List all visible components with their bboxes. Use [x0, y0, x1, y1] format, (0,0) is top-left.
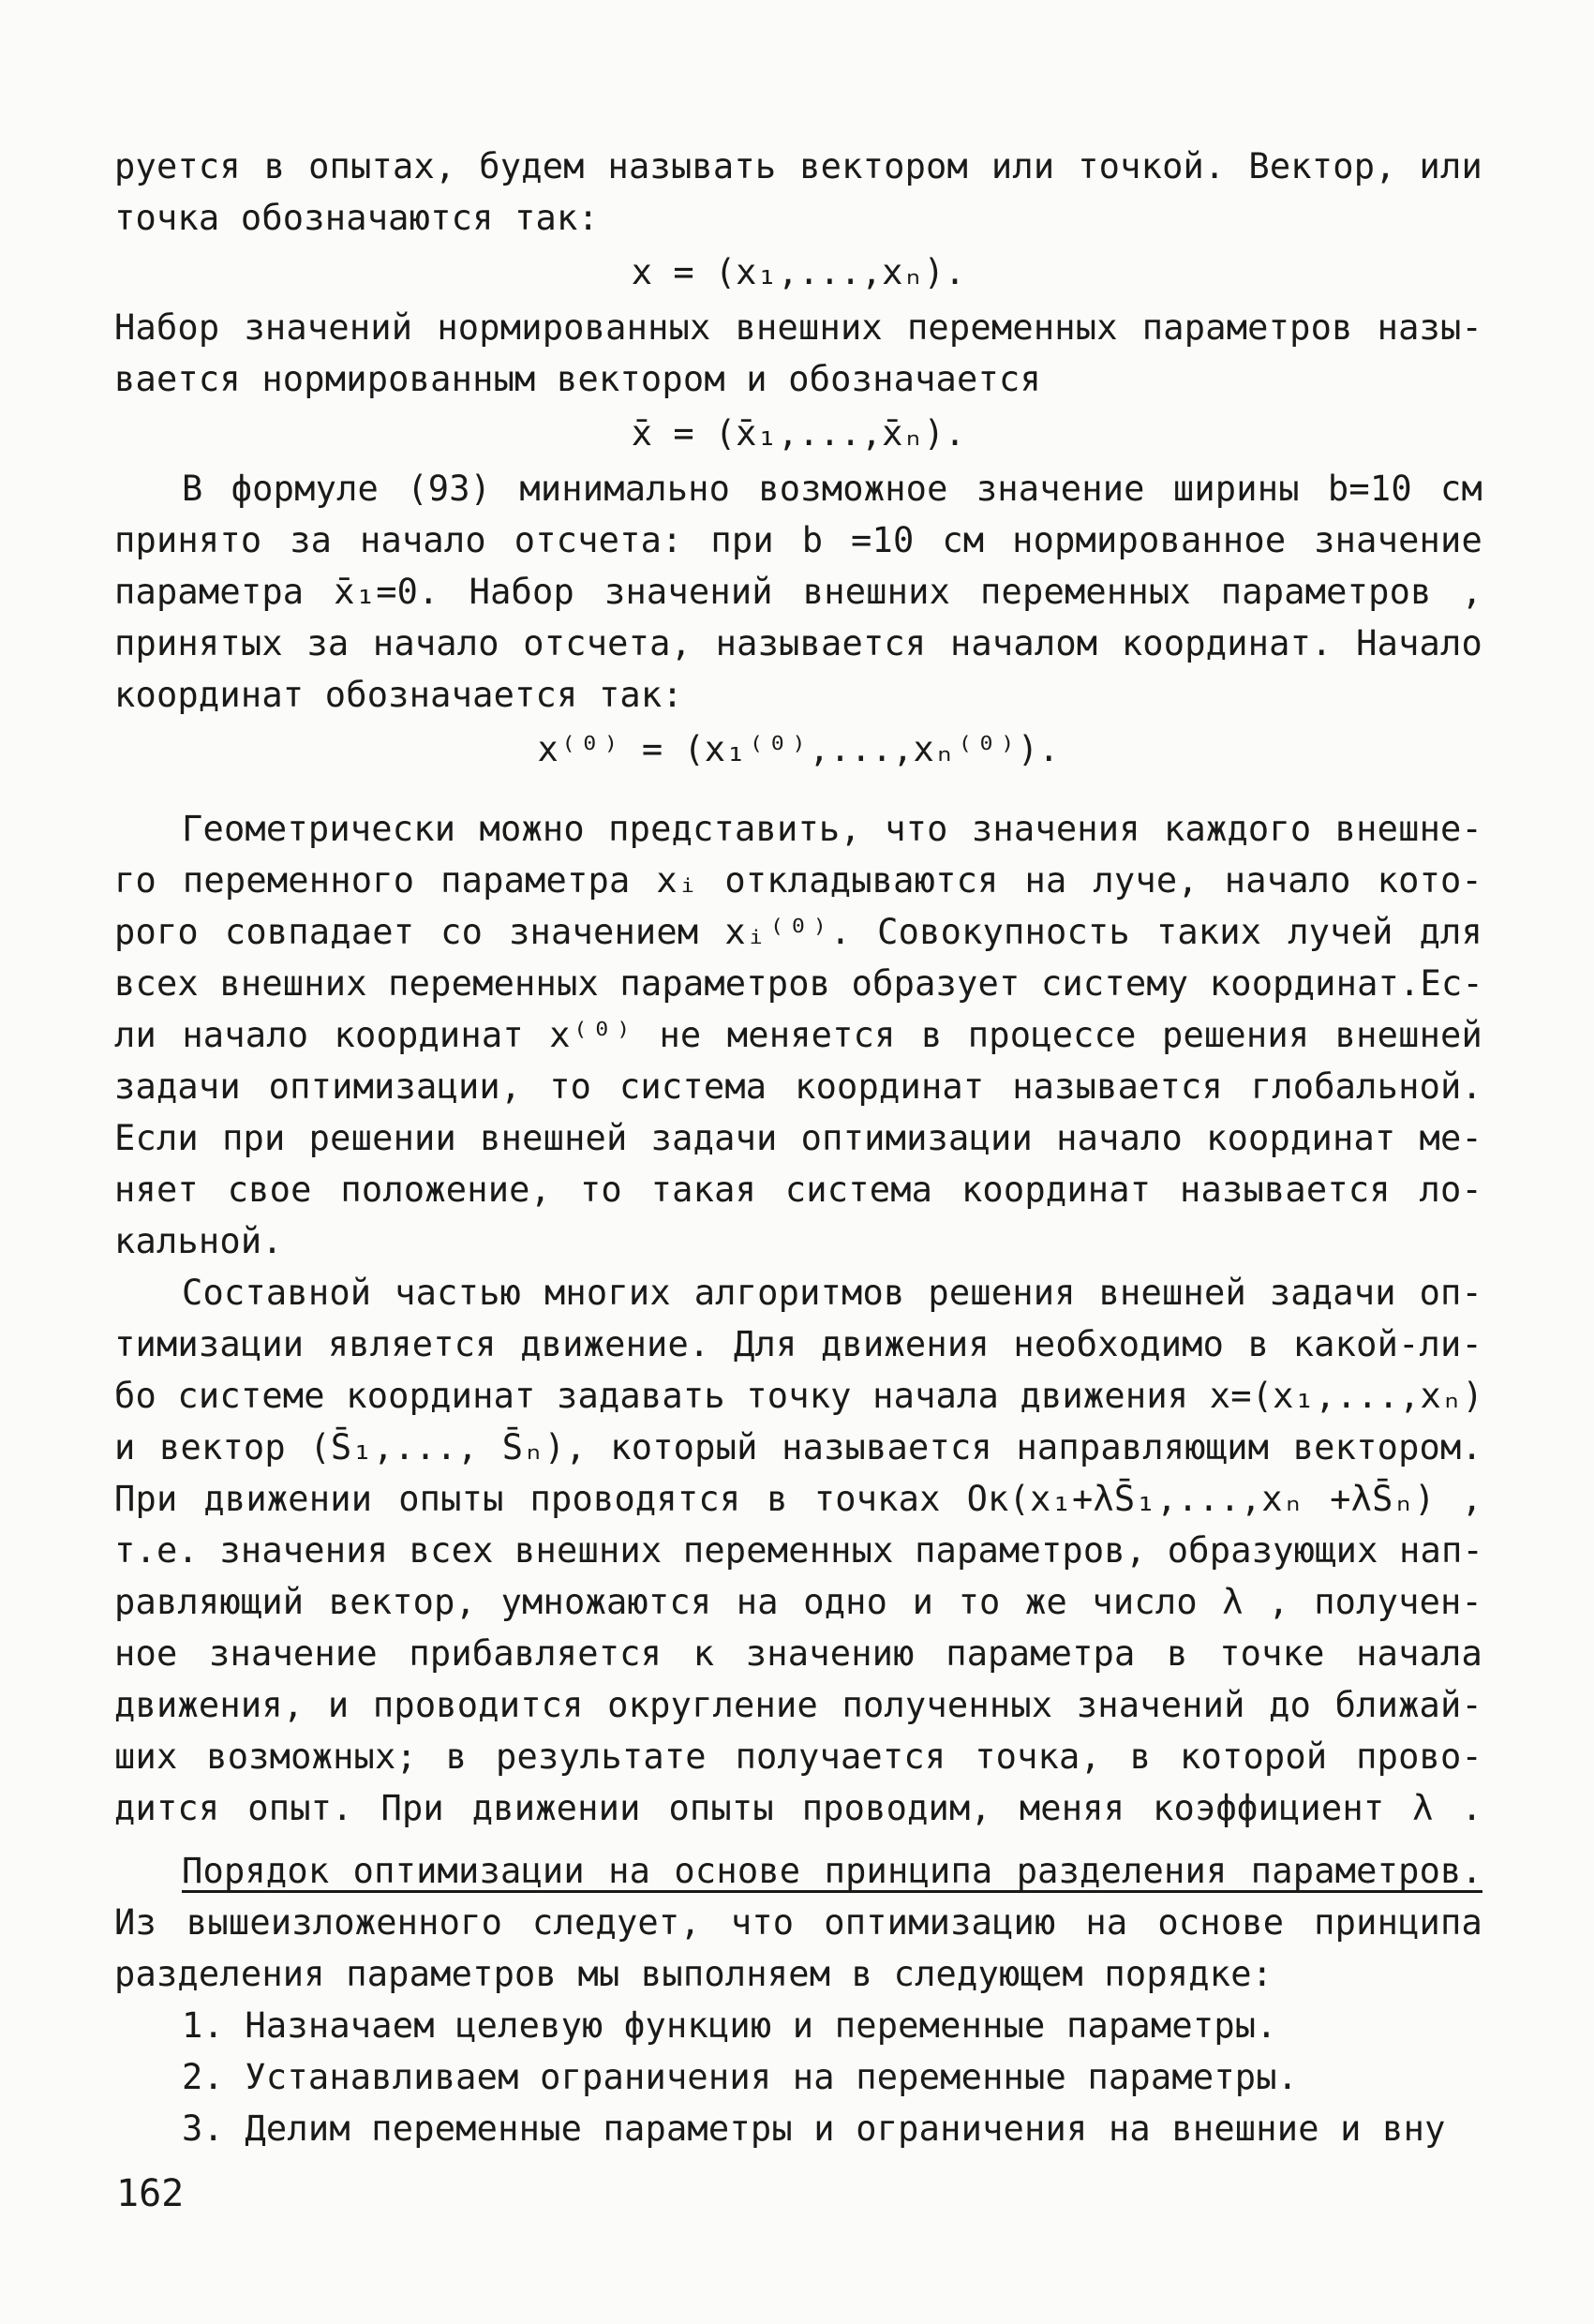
- text-line: равляющий вектор, умножаются на одно и то же число λ , получен-: [114, 1582, 1482, 1622]
- text-line: параметра x̄₁=0. Набор значений внешних переменных параметров ,: [114, 572, 1482, 612]
- text-line: т.е. значения всех внешних переменных параметров, образующих нап-: [114, 1530, 1483, 1571]
- text-line: го переменного параметра xᵢ откладываются на луче, начало кото-: [114, 860, 1482, 901]
- text-line: Из вышеизложенного следует, что оптимизацию на основе принципа: [114, 1902, 1482, 1943]
- list-item: 1. Назначаем целевую функцию и переменные параметры.: [182, 2005, 1277, 2046]
- section-heading-text: Порядок оптимизации на основе принципа разделения параметров.: [182, 1851, 1482, 1891]
- formula-origin: x⁽⁰⁾ = (x₁⁽⁰⁾,...,xₙ⁽⁰⁾).: [537, 729, 1060, 769]
- text-line: и вектор (S̄₁,..., S̄ₙ), который называется направляющим вектором.: [114, 1427, 1482, 1467]
- text-line: точка обозначаются так:: [114, 198, 599, 238]
- text-line: всех внешних переменных параметров образует систему координат.Ес-: [114, 963, 1483, 1004]
- text-line: задачи оптимизации, то система координат называется глобальной.: [114, 1066, 1482, 1107]
- text-line: принятых за начало отсчета, называется началом координат. Начало: [114, 623, 1482, 663]
- text-line: вается нормированным вектором и обозначается: [114, 359, 1041, 399]
- formula-vector: x = (x₁,...,xₙ).: [631, 252, 966, 292]
- text-line: Геометрически можно представить, что значения каждого внешне-: [182, 809, 1482, 849]
- text-line: ли начало координат x⁽⁰⁾ не меняется в процессе решения внешней: [114, 1015, 1482, 1055]
- text-line: В формуле (93) минимально возможное значение ширины b=10 см: [182, 469, 1482, 509]
- text-line: движения, и проводится округление полученных значений до ближай-: [114, 1685, 1482, 1725]
- text-line: разделения параметров мы выполняем в следующем порядке:: [114, 1954, 1274, 1994]
- text-line: Набор значений нормированных внешних переменных параметров назы-: [114, 307, 1482, 348]
- list-item: 3. Делим переменные параметры и ограничения на внешние и вну: [182, 2108, 1446, 2149]
- text-line: Если при решении внешней задачи оптимизации начало координат ме-: [114, 1118, 1482, 1158]
- page-number: 162: [116, 2172, 185, 2215]
- section-heading: [114, 1845, 1482, 1897]
- text-line: рого совпадает со значением xᵢ⁽⁰⁾. Совокупность таких лучей для: [114, 912, 1482, 952]
- text-line: При движении опыты проводятся в точках Oк(x₁+λS̄₁,...,xₙ +λS̄ₙ) ,: [114, 1479, 1482, 1519]
- text-column: [114, 141, 1482, 2154]
- list-item: 2. Устанавливаем ограничения на переменные параметры.: [182, 2057, 1299, 2097]
- text-line: принято за начало отсчета: при b =10 см нормированное значение: [114, 520, 1482, 560]
- text-line: бо системе координат задавать точку начала движения x=(x₁,...,xₙ): [114, 1376, 1483, 1416]
- text-line: координат обозначается так:: [114, 675, 683, 715]
- text-line: дится опыт. При движении опыты проводим, меняя коэффициент λ .: [114, 1788, 1482, 1828]
- text-line: няет свое положение, то такая система координат называется ло-: [114, 1169, 1482, 1210]
- text-line: руется в опытах, будем называть вектором или точкой. Вектор, или: [114, 146, 1482, 186]
- formula-normalized-vector: x̄ = (x̄₁,...,x̄ₙ).: [631, 413, 966, 454]
- text-line: ное значение прибавляется к значению параметра в точке начала: [114, 1633, 1482, 1674]
- text-line: ших возможных; в результате получается точка, в которой прово-: [114, 1736, 1482, 1777]
- text-line: тимизации является движение. Для движения необходимо в какой-ли-: [114, 1324, 1482, 1364]
- text-line: Составной частью многих алгоритмов решения внешней задачи оп-: [182, 1273, 1482, 1313]
- text-line: кальной.: [114, 1221, 283, 1261]
